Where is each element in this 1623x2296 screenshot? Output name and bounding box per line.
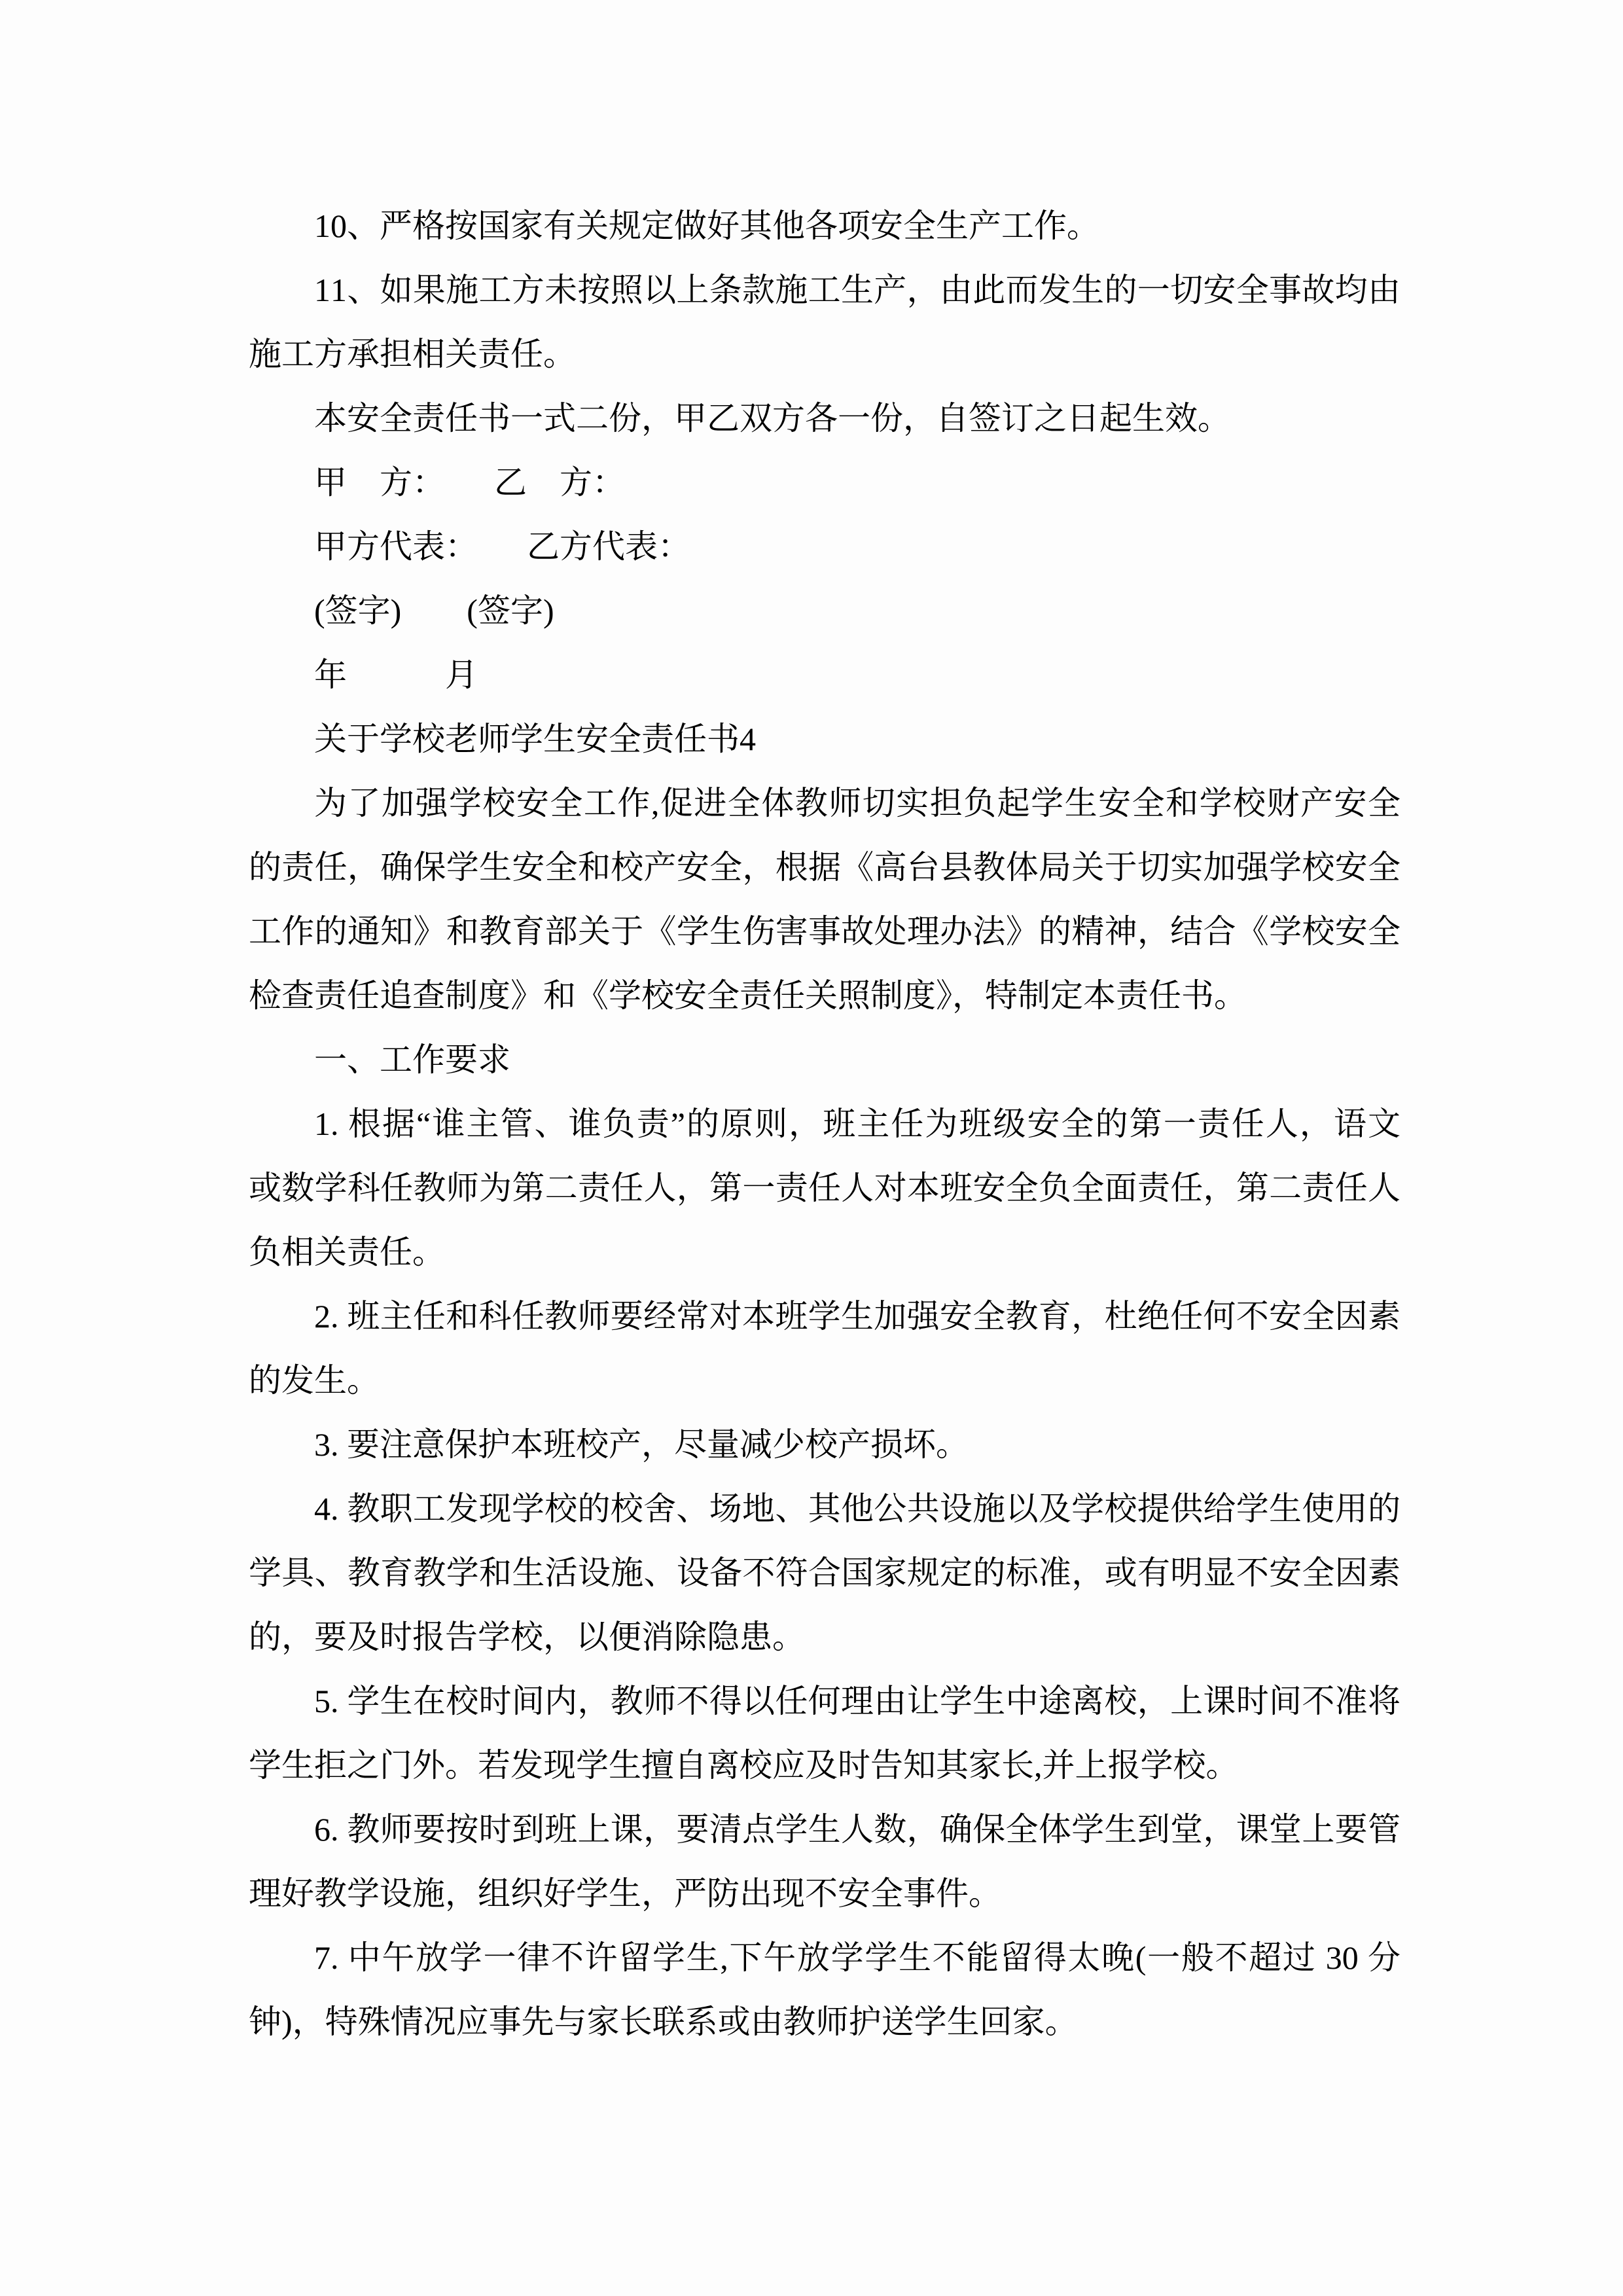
text-line: 的发生。 bbox=[249, 1362, 380, 1399]
text-line: 甲 方： 乙 方： bbox=[314, 464, 625, 501]
text-line: 关于学校老师学生安全责任书4 bbox=[314, 721, 756, 757]
text-line: 施工方承担相关责任。 bbox=[249, 336, 576, 372]
text-line: 3. 要注意保护本班校产，尽量减少校产损坏。 bbox=[314, 1426, 969, 1463]
text-line: 检查责任追查制度》和《学校安全责任关照制度》，特制定本责任书。 bbox=[249, 977, 1247, 1014]
text-line: 学生拒之门外。若发现学生擅自离校应及时告知其家长,并上报学校。 bbox=[249, 1747, 1239, 1784]
text-line: 理好教学设施，组织好学生，严防出现不安全事件。 bbox=[249, 1875, 1001, 1912]
text-line: (签字) (签字) bbox=[314, 592, 554, 629]
text-line: 本安全责任书一式二份，甲乙双方各一份，自签订之日起生效。 bbox=[314, 400, 1230, 437]
text-line: 负相关责任。 bbox=[249, 1234, 445, 1270]
text-line: 2. 班主任和科任教师要经常对本班学生加强安全教育，杜绝任何不安全因素 bbox=[314, 1298, 1400, 1335]
text-line: 10、严格按国家有关规定做好其他各项安全生产工作。 bbox=[314, 207, 1099, 244]
text-line: 学具、教育教学和生活设施、设备不符合国家规定的标准，或有明显不安全因素 bbox=[249, 1554, 1400, 1591]
text-line: 年 月 bbox=[314, 656, 478, 693]
text-line: 7. 中午放学一律不许留学生,下午放学学生不能留得太晚(一般不超过 30 分 bbox=[314, 1939, 1400, 1976]
document-body bbox=[249, 194, 1400, 2054]
text-line: 一、工作要求 bbox=[314, 1041, 510, 1078]
text-line: 11、如果施工方未按照以上条款施工生产，由此而发生的一切安全事故均由 bbox=[314, 272, 1400, 308]
text-line: 为了加强学校安全工作,促进全体教师切实担负起学生安全和学校财产安全 bbox=[314, 785, 1400, 821]
text-line: 工作的通知》和教育部关于《学生伤害事故处理办法》的精神，结合《学校安全 bbox=[249, 913, 1400, 950]
text-line: 4. 教职工发现学校的校舍、场地、其他公共设施以及学校提供给学生使用的 bbox=[314, 1490, 1400, 1527]
text-line: 的责任，确保学生安全和校产安全，根据《高台县教体局关于切实加强学校安全 bbox=[249, 849, 1400, 886]
text-line: 的，要及时报告学校，以便消除隐患。 bbox=[249, 1619, 805, 1655]
text-line: 甲方代表： 乙方代表： bbox=[314, 528, 690, 565]
text-line: 钟)，特殊情况应事先与家长联系或由教师护送学生回家。 bbox=[249, 2003, 1078, 2040]
text-line: 或数学科任教师为第二责任人，第一责任人对本班安全负全面责任，第二责任人 bbox=[249, 1170, 1400, 1206]
text-line: 1. 根据“谁主管、谁负责”的原则，班主任为班级安全的第一责任人，语文 bbox=[314, 1105, 1400, 1142]
text-line: 5. 学生在校时间内，教师不得以任何理由让学生中途离校，上课时间不准将 bbox=[314, 1683, 1400, 1719]
text-line: 6. 教师要按时到班上课，要清点学生人数，确保全体学生到堂，课堂上要管 bbox=[314, 1811, 1400, 1848]
